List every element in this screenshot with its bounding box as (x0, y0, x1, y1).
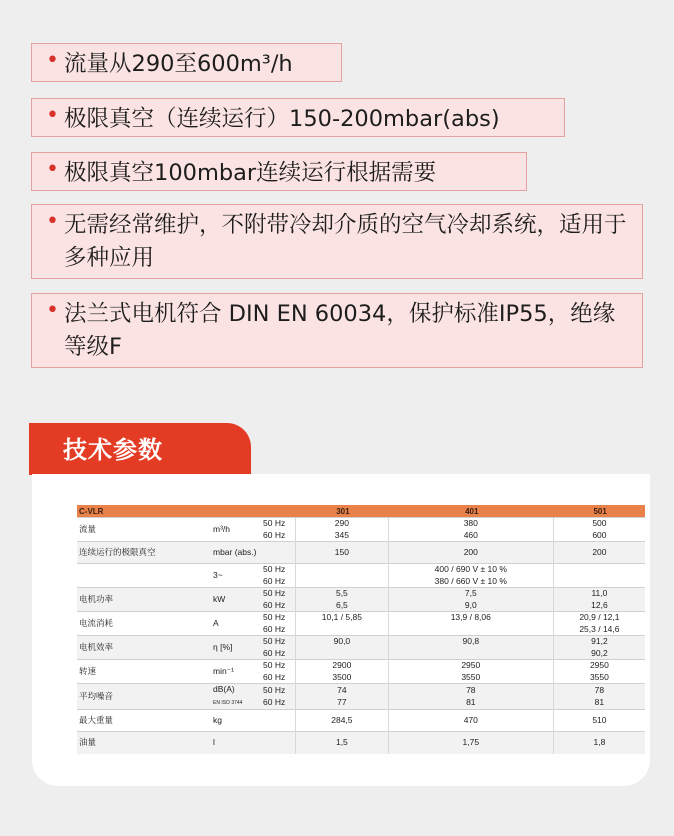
unit-text: l (213, 737, 215, 747)
bullet-text: 极限真空（连续运行）150-200mbar(abs) (64, 106, 500, 132)
row-label (77, 564, 213, 588)
value-cell: 20,9 / 12,1 (553, 612, 645, 624)
value-cell: 90,0 (296, 636, 389, 648)
value-cell: 345 (296, 530, 389, 542)
value-cell: 91,2 (553, 636, 645, 648)
frequency-cell: 50 Hz (263, 612, 296, 624)
frequency-cell: 60 Hz (263, 697, 296, 710)
value-cell (296, 624, 389, 636)
value-cell: 11,0 (553, 588, 645, 600)
row-unit (213, 612, 263, 636)
table-row (77, 710, 645, 732)
value-cell: 290 (296, 518, 389, 530)
value-cell: 90,8 (388, 636, 553, 648)
row-label: 转速 (77, 660, 213, 684)
value-cell: 284,5 (296, 710, 389, 732)
row-label: 连续运行的极限真空 (77, 542, 213, 564)
row-unit (213, 564, 263, 588)
bullet-dot: • (46, 157, 59, 182)
value-cell: 81 (553, 697, 645, 710)
value-cell: 400 / 690 V ± 10 % (388, 564, 553, 576)
col-header-501: 501 (553, 505, 645, 518)
table-row (77, 564, 645, 576)
value-cell: 5,5 (296, 588, 389, 600)
table-row (77, 732, 645, 754)
table-row (77, 660, 645, 672)
bullet-dot: • (46, 298, 59, 323)
frequency-cell (263, 542, 296, 564)
value-cell (388, 624, 553, 636)
unit-text: A (213, 617, 219, 628)
value-cell: 600 (553, 530, 645, 542)
bullet-text: 流量从290至600m³/h (64, 51, 293, 77)
value-cell: 6,5 (296, 600, 389, 612)
value-cell: 1,75 (388, 732, 553, 754)
table-row (77, 684, 645, 697)
row-label: 电机效率 (77, 636, 213, 660)
value-cell: 78 (553, 684, 645, 697)
value-cell: 77 (296, 697, 389, 710)
value-cell: 460 (388, 530, 553, 542)
unit-text: m³/h (213, 523, 230, 534)
value-cell: 1,5 (296, 732, 389, 754)
section-title-tab: 技术参数 (29, 423, 251, 475)
value-cell: 470 (388, 710, 553, 732)
value-cell: 380 (388, 518, 553, 530)
unit-text: min⁻¹ (213, 665, 235, 676)
row-label: 流量 (77, 518, 213, 542)
frequency-cell (263, 710, 296, 732)
row-unit (213, 588, 263, 612)
spec-table (77, 505, 645, 754)
value-cell: 3500 (296, 672, 389, 684)
row-unit (213, 732, 263, 754)
model-header: C-VLR (77, 505, 296, 518)
feature-bullet-maintenance (31, 204, 643, 279)
spec-table-body (77, 518, 645, 754)
value-cell: 1,8 (553, 732, 645, 754)
frequency-cell: 50 Hz (263, 684, 296, 697)
row-unit (213, 636, 263, 660)
row-label: 电流消耗 (77, 612, 213, 636)
value-cell: 200 (388, 542, 553, 564)
row-label: 电机功率 (77, 588, 213, 612)
unit-text: kg (213, 714, 222, 725)
row-unit (213, 518, 263, 542)
feature-bullet-vacuum (31, 98, 565, 137)
spec-table-header (77, 505, 645, 518)
bullet-dot: • (46, 103, 59, 128)
value-cell: 510 (553, 710, 645, 732)
frequency-cell: 60 Hz (263, 529, 286, 540)
bullet-dot: • (46, 209, 59, 234)
row-unit (213, 542, 263, 564)
value-cell: 78 (388, 684, 553, 697)
bullet-text: 极限真空100mbar连续运行根据需要 (64, 160, 437, 186)
value-cell: 380 / 660 V ± 10 % (388, 576, 553, 588)
frequency-cell (263, 732, 296, 754)
row-label: 油量 (77, 732, 213, 754)
value-cell: 90,2 (553, 648, 645, 660)
value-cell: 2900 (296, 660, 389, 672)
frequency-cell: 60 Hz (263, 671, 286, 682)
value-cell: 3550 (553, 672, 645, 684)
unit-text: dB(A) (213, 684, 235, 694)
unit-text: η [%] (213, 641, 233, 652)
value-cell: 13,9 / 8,06 (388, 612, 553, 624)
value-cell (296, 564, 389, 576)
value-cell (296, 576, 389, 588)
value-cell: 150 (296, 542, 389, 564)
value-cell: 3550 (388, 672, 553, 684)
frequency-cell: 60 Hz (263, 648, 296, 660)
row-label: 最大重量 (77, 710, 213, 732)
value-cell: 10,1 / 5,85 (296, 612, 389, 624)
value-cell (296, 648, 389, 660)
row-unit (213, 660, 263, 684)
value-cell: 7,5 (388, 588, 553, 600)
frequency-cell: 60 Hz (263, 575, 286, 586)
frequency-cell: 50 Hz (263, 660, 296, 672)
bullet-dot: • (46, 48, 59, 73)
frequency-cell: 50 Hz (263, 636, 296, 648)
feature-bullet-flow (31, 43, 342, 82)
feature-bullet-vacuum-100 (31, 152, 527, 191)
value-cell: 12,6 (553, 600, 645, 612)
value-cell: 2950 (388, 660, 553, 672)
value-cell (553, 576, 645, 588)
frequency-cell: 50 Hz (263, 564, 296, 576)
value-cell: 500 (553, 518, 645, 530)
col-header-401: 401 (388, 505, 553, 518)
unit-text: 3~ (213, 569, 223, 580)
value-cell (388, 648, 553, 660)
unit-text: mbar (abs.) (213, 546, 257, 557)
unit-note: EN ISO 3744 (213, 699, 243, 706)
feature-bullet-motor (31, 293, 643, 368)
row-unit (213, 684, 263, 710)
table-row (77, 518, 645, 530)
row-label: 平均噪音 (77, 684, 213, 710)
frequency-cell: 60 Hz (263, 623, 286, 634)
value-cell: 2950 (553, 660, 645, 672)
row-unit (213, 710, 263, 732)
table-row (77, 612, 645, 624)
frequency-cell: 60 Hz (263, 600, 296, 612)
value-cell: 25,3 / 14,6 (553, 624, 645, 636)
value-cell: 74 (296, 684, 389, 697)
value-cell: 81 (388, 697, 553, 710)
value-cell: 9,0 (388, 600, 553, 612)
col-header-301: 301 (296, 505, 389, 518)
unit-text: kW (213, 593, 226, 604)
value-cell: 200 (553, 542, 645, 564)
frequency-cell: 50 Hz (263, 588, 296, 600)
table-row (77, 588, 645, 600)
bullet-text: 法兰式电机符合 DIN EN 60034，保护标准IP55，绝缘等级F (64, 301, 616, 360)
table-row (77, 636, 645, 648)
value-cell (553, 564, 645, 576)
table-row (77, 542, 645, 564)
frequency-cell: 50 Hz (263, 518, 296, 530)
bullet-text: 无需经常维护，不附带冷却介质的空气冷却系统，适用于多种应用 (64, 212, 627, 271)
spec-card (32, 474, 650, 786)
